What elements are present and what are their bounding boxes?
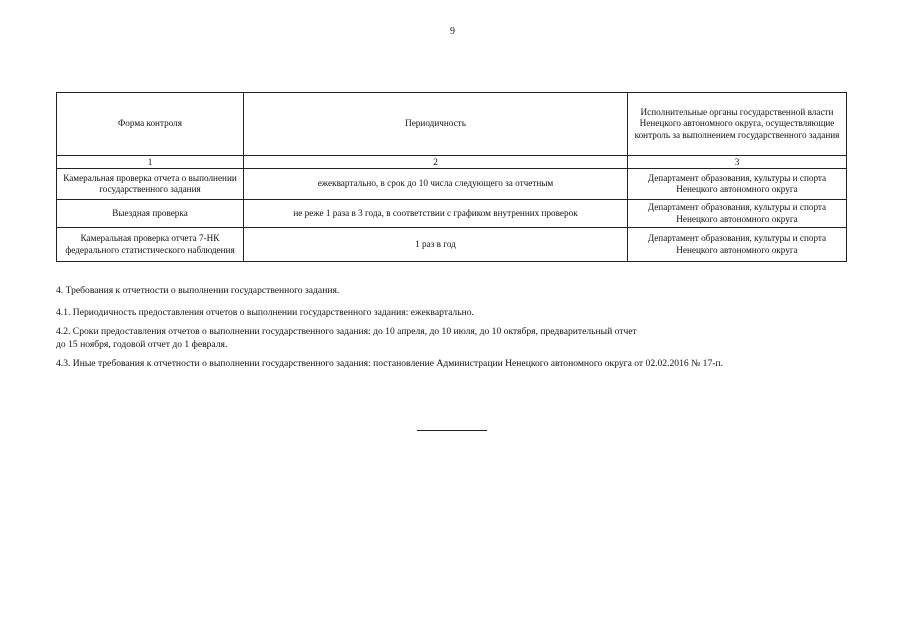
cell-form: Выездная проверка bbox=[57, 200, 244, 228]
cell-form: Камеральная проверка отчета 7-НК федерального статистического наблюдения bbox=[57, 228, 244, 262]
paragraph-4-1: 4.1. Периодичность предоставления отчетов о выполнении государственного задания: ежеквартально. bbox=[56, 307, 474, 318]
cell-authority: Департамент образования, культуры и спорта Ненецкого автономного округа bbox=[628, 228, 847, 262]
cell-form: Камеральная проверка отчета о выполнении государственного задания bbox=[57, 169, 244, 200]
column-number: 3 bbox=[628, 156, 847, 169]
page-number: 9 bbox=[450, 26, 455, 37]
control-table bbox=[56, 92, 847, 262]
cell-authority: Департамент образования, культуры и спорта Ненецкого автономного округа bbox=[628, 200, 847, 228]
header-form: Форма контроля bbox=[57, 93, 244, 156]
cell-periodicity: 1 раз в год bbox=[244, 228, 628, 262]
paragraph-4-2 bbox=[56, 325, 846, 351]
cell-authority: Департамент образования, культуры и спорта Ненецкого автономного округа bbox=[628, 169, 847, 200]
paragraph-4-2-line-1: 4.2. Сроки предоставления отчетов о выполнении государственного задания: до 10 апреля, до 10 июля, до 10 октября, предварительный отчет bbox=[56, 326, 637, 337]
header-periodicity: Периодичность bbox=[244, 93, 628, 156]
header-authority: Исполнительные органы государственной власти Ненецкого автономного округа, осуществляющие контроль за выполнением государственного задания bbox=[628, 93, 847, 156]
paragraph-4-3: 4.3. Иные требования к отчетности о выполнении государственного задания: постановление Администрации Ненецкого автономного округа от 02.02.2016 № 17-п. bbox=[56, 358, 723, 369]
column-number: 1 bbox=[57, 156, 244, 169]
paragraph-4-2-line-2: до 15 ноября, годовой отчет до 1 февраля. bbox=[56, 339, 228, 350]
table-row bbox=[57, 228, 847, 262]
cell-periodicity: не реже 1 раза в 3 года, в соответствии с графиком внутренних проверок bbox=[244, 200, 628, 228]
end-divider bbox=[417, 430, 487, 431]
table-row bbox=[57, 169, 847, 200]
column-number-row bbox=[57, 156, 847, 169]
table-header-row bbox=[57, 93, 847, 156]
cell-periodicity: ежеквартально, в срок до 10 числа следующего за отчетным bbox=[244, 169, 628, 200]
paragraph-4: 4. Требования к отчетности о выполнении государственного задания. bbox=[56, 285, 340, 296]
table-row bbox=[57, 200, 847, 228]
column-number: 2 bbox=[244, 156, 628, 169]
